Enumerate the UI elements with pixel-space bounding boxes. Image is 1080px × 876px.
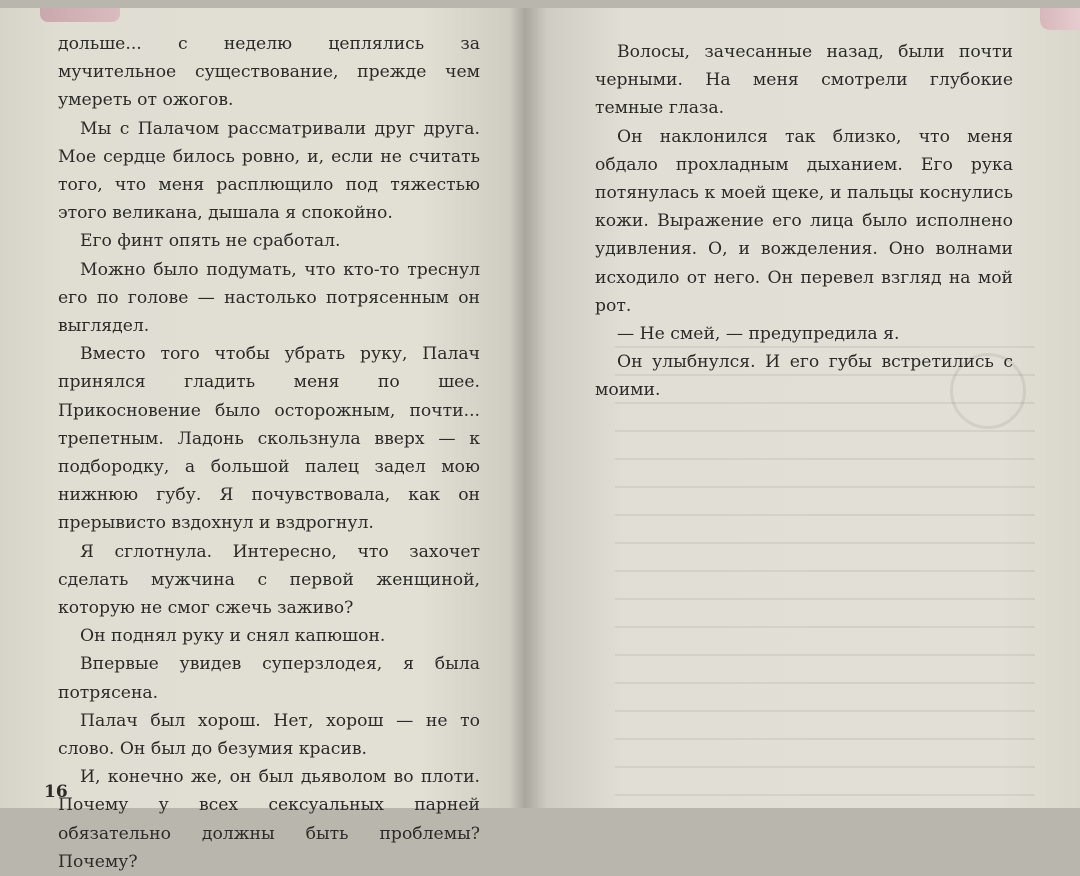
paragraph: дольше... с неделю цеплялись за мучительное существование, прежде чем умереть от ожогов. xyxy=(58,34,480,111)
paragraph: Его финт опять не сработал. xyxy=(80,231,341,252)
paragraph: Он улыбнулся. И его губы встретились с моими. xyxy=(595,352,1013,401)
paragraph: — Не смей, — предупредила я. xyxy=(617,324,900,345)
paragraph: Я сглотнула. Интересно, что захочет сделать мужчина с первой женщиной, которую не смог сжечь заживо? xyxy=(58,541,480,619)
paragraph: Мы с Палачом рассматривали друг друга. Мое сердце билось ровно, и, если не считать того, что меня расплющило под тяжестью этого великана, дышала я спокойно. xyxy=(58,118,480,224)
left-page xyxy=(0,8,525,872)
bookmark-corner-right xyxy=(1040,8,1080,30)
bookmark-corner xyxy=(40,8,120,22)
right-page xyxy=(525,8,1080,808)
left-page-text xyxy=(58,30,480,876)
paragraph: Можно было подумать, что кто-то треснул его по голове — настолько потрясенным он выглядел. xyxy=(58,259,480,337)
paragraph: Он поднял руку и снял капюшон. xyxy=(80,626,386,647)
paragraph: И, конечно же, он был дьяволом во плоти. Почему у всех сексуальных парней обязательно должны быть проблемы? Почему? xyxy=(58,767,480,872)
paragraph: Палач был хорош. Нет, хорош — не то слово. Он был до безумия красив. xyxy=(58,710,480,760)
paragraph: Волосы, зачесанные назад, были почти черными. На меня смотрели глубокие темные глаза. xyxy=(595,42,1013,119)
page-number: 16 xyxy=(44,782,68,802)
paragraph: Впервые увидев суперзлодея, я была потрясена. xyxy=(58,654,480,703)
paragraph: Он наклонился так близко, что меня обдало прохладным дыханием. Его рука потянулась к моей щеке, и пальцы коснулись кожи. Выражение его лица было исполнено удивления. О, и вожделения. Оно волнами исходило от него. Он перевел взгляд на мой рот. xyxy=(595,126,1013,316)
right-page-text xyxy=(595,38,1013,405)
paragraph: Вместо того чтобы убрать руку, Палач принялся гладить меня по шее. Прикосновение было осторожным, почти... трепетным. Ладонь скользнула вверх — к подбородку, а большой палец задел мою нижнюю губу. Я почувствовала, как он прерывисто вздохнул и вздрогнул. xyxy=(58,344,480,534)
